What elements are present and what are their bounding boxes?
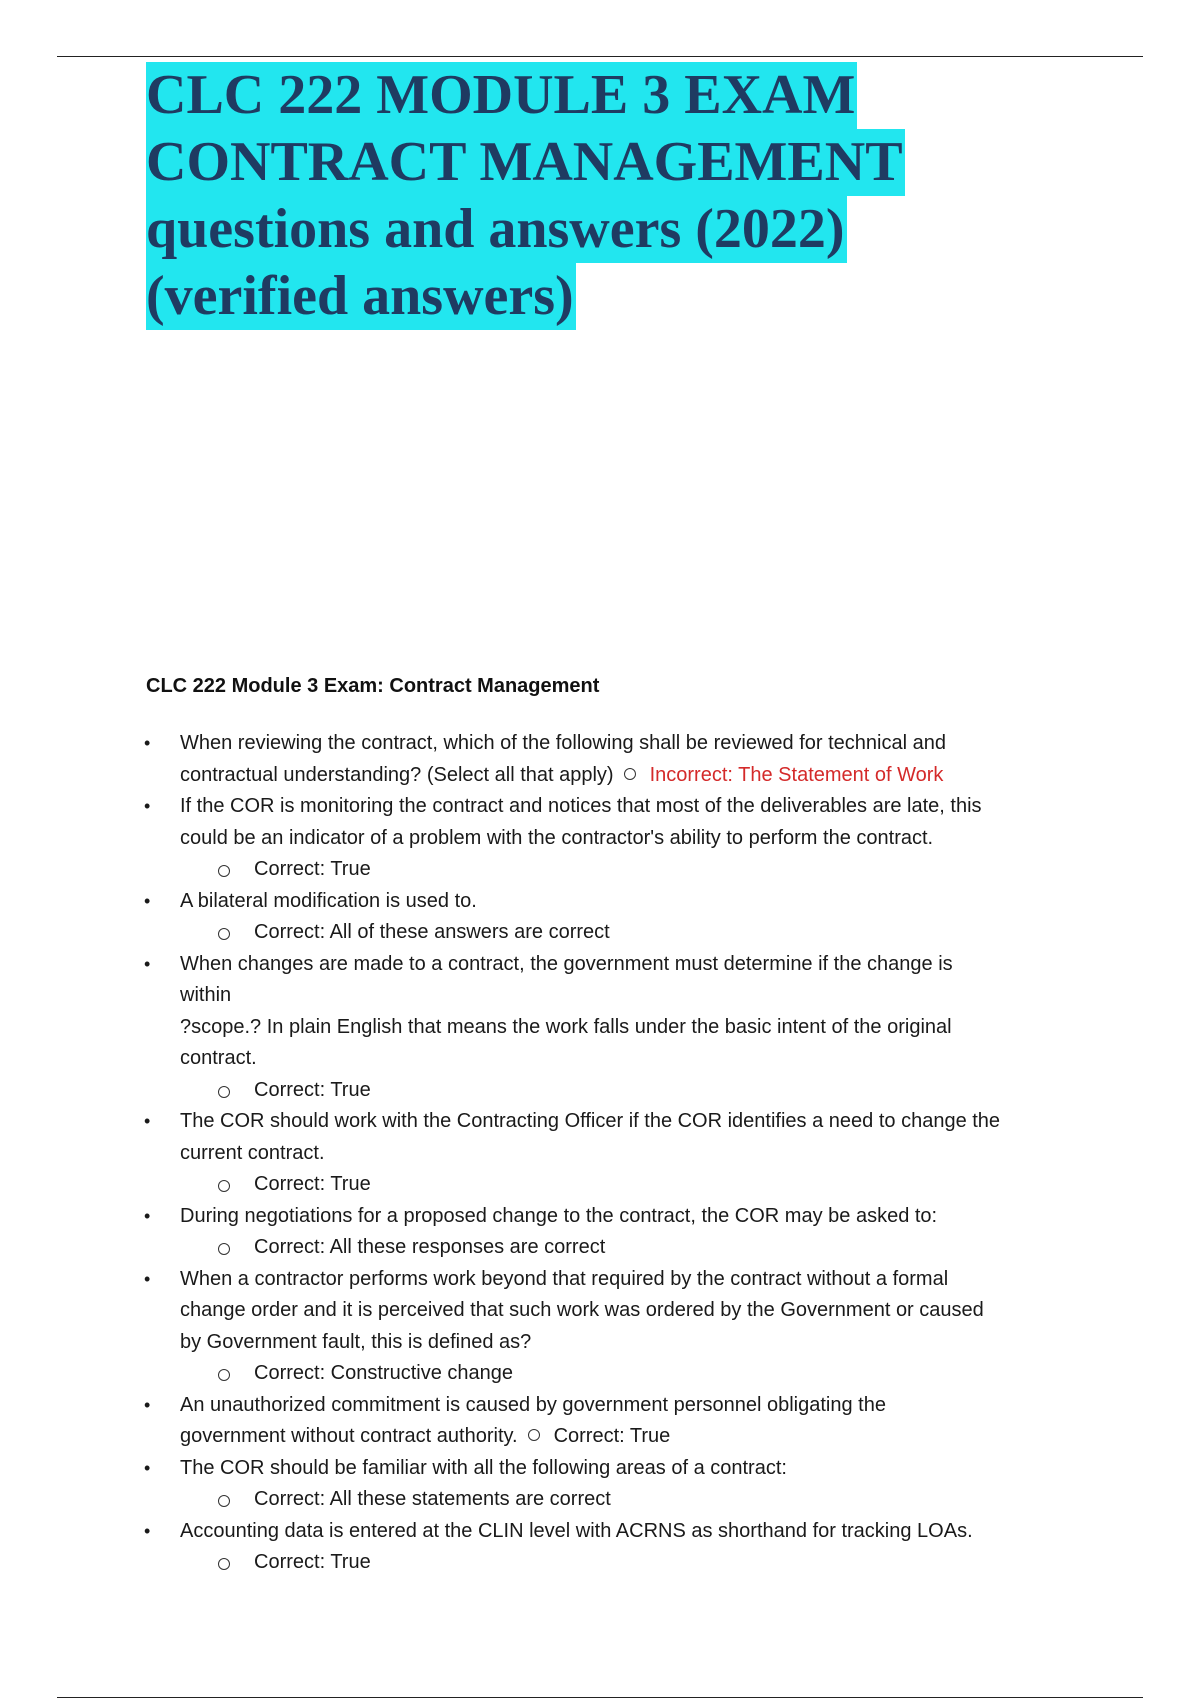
question-item [146,1516,1091,1579]
title-line: CONTRACT MANAGEMENT [146,129,905,196]
bullet-icon: • [144,1457,151,1478]
question-text [180,1201,1091,1233]
question-item [146,1201,1091,1264]
bullet-icon: • [144,1111,151,1131]
question-item [146,1453,1091,1516]
circle-bullet-icon [218,865,230,877]
question-text [180,791,1091,854]
question-item [146,1390,1091,1453]
answer-row [180,1169,1091,1201]
question-text [180,886,1091,918]
question-text [180,1516,1091,1548]
question-list [146,728,1091,1579]
bullet-icon: • [144,1205,151,1226]
answer-row [180,1075,1091,1107]
inline-answer [624,764,944,786]
circle-bullet-icon [218,928,230,940]
bottom-rule [57,1697,1143,1698]
question-line: current contract. [180,1141,325,1164]
question-item [146,949,1091,1107]
answer-text: Correct: True [254,858,371,880]
question-text [180,949,1091,1075]
bullet-icon: • [144,733,151,753]
document-title [146,62,1126,330]
question-line: could be an indicator of a problem with the contractor's ability to perform the contract. [180,826,934,849]
answer-row [180,1358,1091,1390]
question-line: The COR should work with the Contracting Officer if the COR identifies a need to change the [180,1110,1001,1132]
question-line: Accounting data is entered at the CLIN level with ACRNS as shorthand for tracking LOAs. [180,1519,973,1542]
answer-row [180,1484,1091,1516]
circle-bullet-icon [218,1180,230,1192]
question-line: within [180,984,232,1006]
answer-text: Correct: True [553,1425,671,1447]
question-line: by Government fault, this is defined as? [180,1330,532,1353]
question-line: change order and it is perceived that such work was ordered by the Government or caused [180,1299,984,1321]
circle-bullet-icon [528,1429,540,1441]
question-text [180,1106,1091,1169]
question-line: ?scope.? In plain English that means the work falls under the basic intent of the original [180,1015,952,1038]
question-text [180,1453,1091,1485]
question-line: When a contractor performs work beyond that required by the contract without a formal [180,1267,949,1290]
question-line: When changes are made to a contract, the government must determine if the change is [180,952,953,975]
answer-row [180,1232,1091,1264]
question-item [146,791,1091,886]
answer-row [180,917,1091,949]
answer-row [180,1547,1091,1579]
question-line: The COR should be familiar with all the following areas of a contract: [180,1456,787,1479]
question-line: During negotiations for a proposed change to the contract, the COR may be asked to: [180,1204,938,1227]
question-line: When reviewing the contract, which of the following shall be reviewed for technical and [180,732,946,754]
answer-text: Correct: True [254,1551,371,1573]
circle-bullet-icon [218,1558,230,1570]
bullet-icon: • [144,796,151,816]
bullet-icon: • [144,1520,151,1541]
bullet-icon: • [144,953,151,974]
answer-text: Correct: All of these answers are correct [254,921,610,943]
circle-bullet-icon [218,1243,230,1255]
question-item [146,1106,1091,1201]
question-line: If the COR is monitoring the contract and notices that most of the deliverables are late, this [180,795,982,817]
circle-bullet-icon [218,1086,230,1098]
circle-bullet-icon [218,1369,230,1381]
bullet-icon: • [144,1268,151,1289]
question-line: A bilateral modification is used to. [180,889,477,912]
answer-text: Correct: True [254,1173,371,1195]
answer-text: Correct: Constructive change [254,1362,514,1384]
question-text [180,728,1091,791]
question-item [146,886,1091,949]
question-item [146,1264,1091,1390]
inline-answer [528,1425,671,1447]
bullet-icon: • [144,1394,151,1415]
question-text [180,1390,1091,1453]
top-rule [57,56,1143,57]
question-item [146,728,1091,791]
question-text [180,1264,1091,1359]
question-line: An unauthorized commitment is caused by government personnel obligating the [180,1393,886,1416]
title-line: questions and answers (2022) [146,196,847,263]
section-heading: CLC 222 Module 3 Exam: Contract Management [146,675,600,697]
answer-text: Correct: All these responses are correct [254,1236,606,1258]
circle-bullet-icon [218,1495,230,1507]
bullet-icon: • [144,890,151,911]
question-line: government without contract authority. [180,1425,518,1447]
answer-row [180,854,1091,886]
answer-text: Incorrect: The Statement of Work [649,763,944,786]
answer-text: Correct: True [254,1078,371,1101]
circle-bullet-icon [624,768,636,780]
question-line: contract. [180,1047,257,1069]
answer-text: Correct: All these statements are correct [254,1488,611,1510]
title-line: CLC 222 MODULE 3 EXAM [146,62,857,129]
title-line: (verified answers) [146,263,576,330]
question-line: contractual understanding? (Select all that apply) [180,763,614,786]
